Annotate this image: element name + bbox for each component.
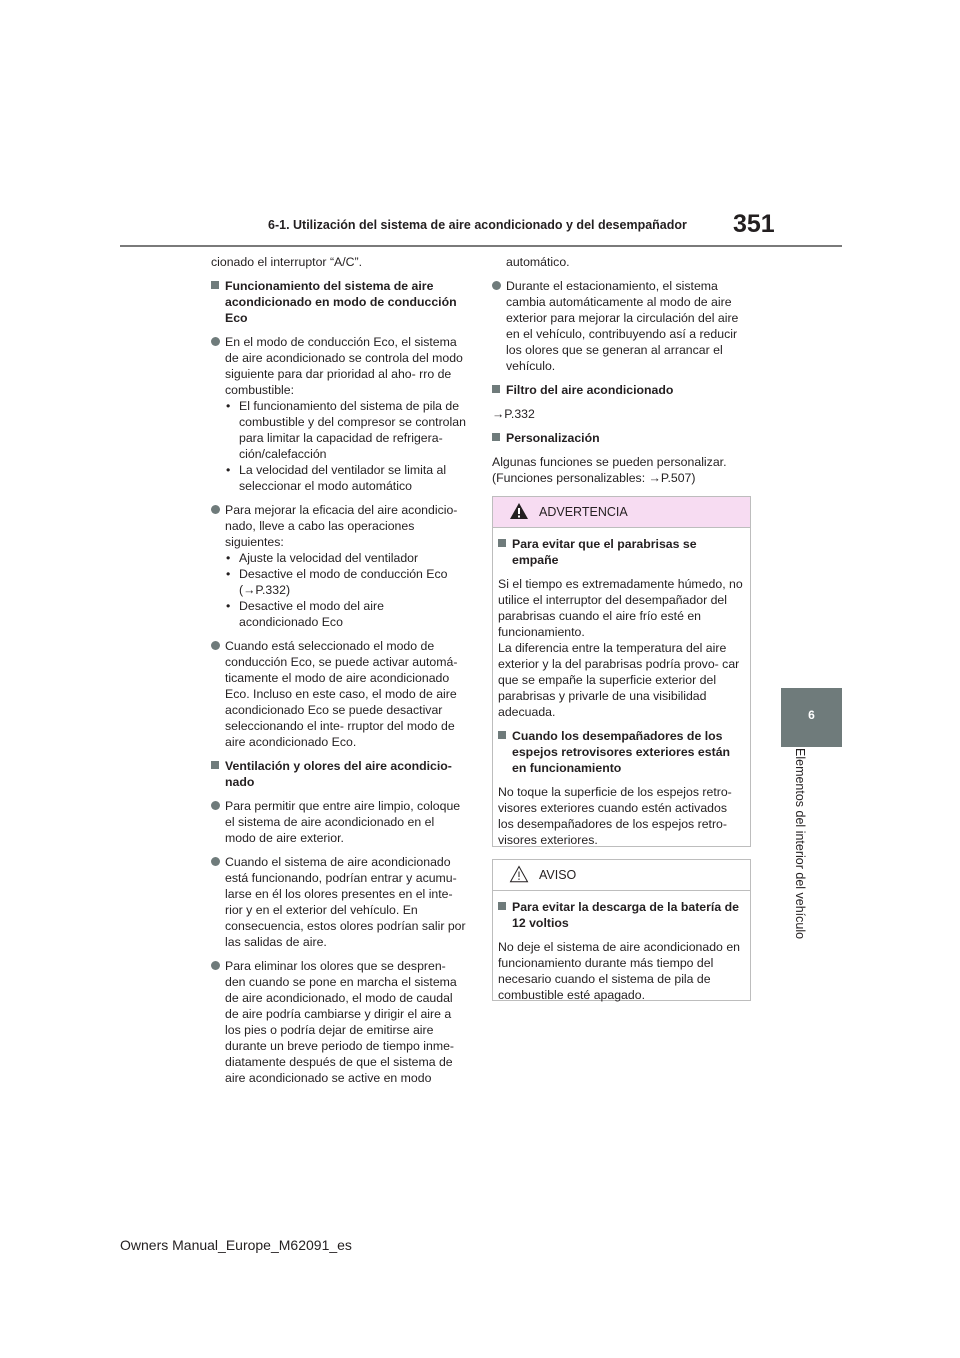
warning-heading-1-text: Para evitar que el parabrisas se empañe bbox=[512, 537, 697, 567]
eco-b3-text: Cuando está seleccionado el modo de conducción Eco, se puede activar automá- ticamente el modo de aire acondicionado Eco. Incluso en este caso, el modo de aire acondicionado Eco se puede desactivar seleccionando el inte- rruptor del modo de aire acondicionado Eco. bbox=[225, 639, 458, 749]
left-column bbox=[211, 254, 466, 1094]
round-bullet-icon bbox=[211, 337, 220, 346]
round-bullet-icon bbox=[492, 281, 501, 290]
eco-b2-item-2: Desactive el modo de conducción Eco (→P.332) bbox=[239, 567, 448, 597]
custom-heading bbox=[492, 430, 750, 446]
square-bullet-icon bbox=[498, 539, 506, 547]
ventilation-heading-text: Ventilación y olores del aire acondicio- nado bbox=[225, 759, 452, 789]
eco-b1-text: En el modo de conducción Eco, el sistema de aire acondicionado se controla del modo siguiente para dar prioridad al aho- rro de combustible: bbox=[225, 335, 463, 397]
list-item bbox=[211, 502, 466, 630]
list-item bbox=[211, 334, 466, 494]
round-bullet-icon bbox=[211, 801, 220, 810]
warning-triangle-icon bbox=[509, 502, 529, 520]
continued-text: automático. bbox=[506, 255, 570, 269]
vent-b3-text: Para eliminar los olores que se despren- den cuando se pone en marcha el sistema de aire acondicionado, el modo de caudal de aire podría cambiarse y dirigir el aire a los pies o podría dejar de emitirse aire durante un breve periodo de tiempo inme- diatamente después de que el sistema de aire acondicionado se active en modo bbox=[225, 959, 457, 1085]
section-title: 6-1. Utilización del sistema de aire acondicionado y del desempañador bbox=[268, 218, 687, 232]
eco-mode-heading-text: Funcionamiento del sistema de aire acondicionado en modo de conducción Eco bbox=[225, 279, 457, 325]
eco-b2-text: Para mejorar la eficacia del aire acondicio- nado, lleve a cabo las operaciones siguientes: bbox=[225, 503, 458, 549]
eco-b2-item-1: Ajuste la velocidad del ventilador bbox=[239, 551, 419, 565]
square-bullet-icon bbox=[211, 761, 219, 769]
custom-heading-text: Personalización bbox=[506, 431, 600, 445]
sub-item: • Ajuste la velocidad del ventilador bbox=[226, 551, 419, 565]
chapter-tab bbox=[781, 688, 842, 747]
warning-heading-2-text: Cuando los desempañadores de los espejos retrovisores exteriores están en funcionamiento bbox=[512, 729, 731, 775]
sub-item: • Desactive el modo de conducción Eco (→P.332) bbox=[226, 567, 448, 597]
round-bullet-icon bbox=[211, 505, 220, 514]
sub-item: • El funcionamiento del sistema de pila de combustible y del compresor se controlan para limitar la capacidad de refrigera- ción/calefacción bbox=[226, 399, 466, 461]
eco-b2-item-3: Desactive el modo del aire acondicionado Eco bbox=[239, 599, 384, 629]
warning-label: ADVERTENCIA bbox=[539, 505, 628, 519]
square-bullet-icon bbox=[211, 281, 219, 289]
ventilation-heading bbox=[211, 758, 466, 790]
filter-page-link[interactable]: →P.332 bbox=[492, 407, 535, 421]
square-bullet-icon bbox=[492, 385, 500, 393]
list-item bbox=[492, 278, 750, 374]
warning-box-header bbox=[493, 497, 750, 528]
notice-label: AVISO bbox=[539, 868, 577, 882]
round-bullet-icon bbox=[211, 857, 220, 866]
list-item bbox=[211, 638, 466, 750]
notice-text-1: No deje el sistema de aire acondicionado en funcionamiento durante más tiempo del necesario cuando el sistema de pila de combustible esté apagado. bbox=[498, 940, 740, 1002]
notice-box-header bbox=[493, 860, 750, 891]
list-item bbox=[211, 958, 466, 1086]
custom-text: Algunas funciones se pueden personalizar. (Funciones personalizables: →P.507) bbox=[492, 455, 727, 485]
notice-box bbox=[492, 859, 751, 1001]
chapter-label: Elementos del interior del vehículo bbox=[793, 748, 807, 940]
eco-mode-heading bbox=[211, 278, 466, 326]
filter-heading-text: Filtro del aire acondicionado bbox=[506, 383, 674, 397]
warning-text-1: Si el tiempo es extremadamente húmedo, no utilice el interruptor del desempañador del parabrisas cuando el aire frío esté en funcionamiento. bbox=[498, 577, 743, 639]
list-item bbox=[211, 798, 466, 846]
warning-box-body bbox=[493, 528, 750, 848]
notice-box-body bbox=[493, 891, 750, 1003]
page-number: 351 bbox=[733, 210, 775, 238]
parking-text: Durante el estacionamiento, el sistema cambia automáticamente al modo de aire exterior para mejorar la circulación del aire en el vehículo, contribuyendo así a reducir los olores que se generan al arrancar el vehículo. bbox=[506, 279, 739, 373]
list-item bbox=[211, 854, 466, 950]
sub-item: • La velocidad del ventilador se limita al seleccionar el modo automático bbox=[226, 463, 447, 493]
intro-text: cionado el interruptor “A/C”. bbox=[211, 255, 363, 269]
footer-doc-id: Owners Manual_Europe_M62091_es bbox=[120, 1237, 352, 1253]
chapter-number: 6 bbox=[808, 708, 815, 722]
warning-text-2: La diferencia entre la temperatura del aire exterior y la del parabrisas podría provo- car que se empañe la superficie exterior del parabrisas y privarle de una visibilidad adecuada. bbox=[498, 641, 740, 719]
eco-b1-item-1: El funcionamiento del sistema de pila de combustible y del compresor se controlan para limitar la capacidad de refrigera- ción/calefacción bbox=[239, 399, 466, 461]
square-bullet-icon bbox=[498, 731, 506, 739]
notice-triangle-icon bbox=[509, 865, 529, 883]
filter-heading bbox=[492, 382, 750, 398]
eco-b1-item-2: La velocidad del ventilador se limita al seleccionar el modo automático bbox=[239, 463, 447, 493]
warning-text-3: No toque la superficie de los espejos retro- visores exteriores cuando estén activados los desempañadores de los espejos retro- visores exteriores. bbox=[498, 785, 732, 847]
round-bullet-icon bbox=[211, 641, 220, 650]
warning-box bbox=[492, 496, 751, 847]
square-bullet-icon bbox=[498, 902, 506, 910]
notice-heading-1-text: Para evitar la descarga de la batería de 12 voltios bbox=[512, 900, 739, 930]
notice-heading-1 bbox=[498, 899, 746, 931]
right-column bbox=[492, 254, 750, 486]
round-bullet-icon bbox=[211, 961, 220, 970]
vent-b1-text: Para permitir que entre aire limpio, coloque el sistema de aire acondicionado en el modo de aire exterior. bbox=[225, 799, 461, 845]
header-divider bbox=[120, 245, 842, 247]
sub-item: • Desactive el modo del aire acondicionado Eco bbox=[226, 599, 384, 629]
warning-heading-2 bbox=[498, 728, 746, 776]
vent-b2-text: Cuando el sistema de aire acondicionado está funcionando, podrían entrar y acumu- larse en él los olores presentes en el inte- rior y en el exterior del vehículo. En consecuencia, estos olores podrían salir por las salidas de aire. bbox=[225, 855, 466, 949]
square-bullet-icon bbox=[492, 433, 500, 441]
warning-heading-1 bbox=[498, 536, 746, 568]
